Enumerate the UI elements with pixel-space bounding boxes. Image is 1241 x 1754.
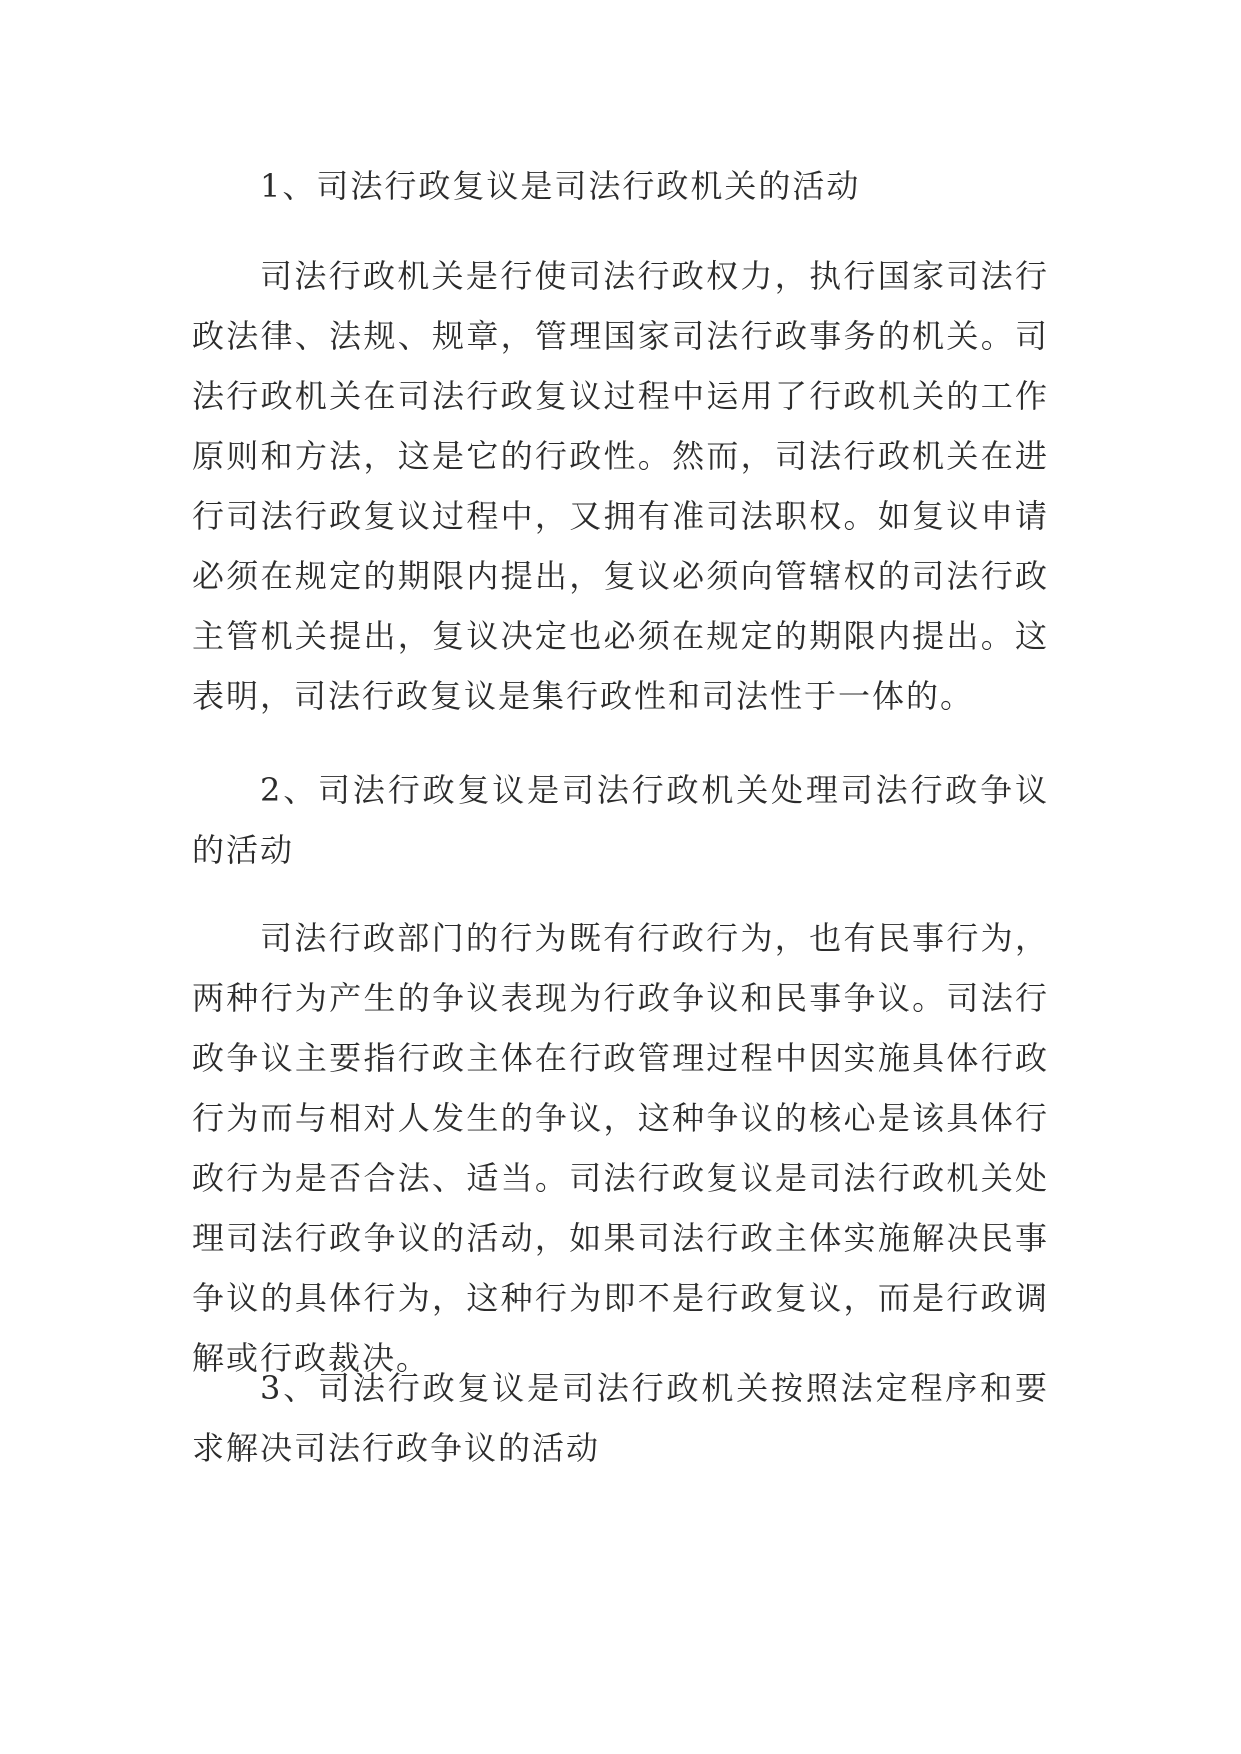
heading-3: 3、司法行政复议是司法行政机关按照法定程序和要求解决司法行政争议的活动	[192, 1369, 1049, 1467]
paragraph-2: 司法行政部门的行为既有行政行为，也有民事行为，两种行为产生的争议表现为行政争议和民事争议。司法行政争议主要指行政主体在行政管理过程中因实施具体行政行为而与相对人发生的争议，这种争议的核心是该具体行政行为是否合法、适当。司法行政复议是司法行政机关处理司法行政争议的活动，如果司法行政主体实施解决民事争议的具体行为，这种行为即不是行政复议，而是行政调解或行政裁决。	[192, 919, 1049, 1377]
heading-1: 1、司法行政复议是司法行政机关的活动	[260, 167, 861, 205]
paragraph-1: 司法行政机关是行使司法行政权力，执行国家司法行政法律、法规、规章，管理国家司法行政事务的机关。司法行政机关在司法行政复议过程中运用了行政机关的工作原则和方法，这是它的行政性。然而，司法行政机关在进行司法行政复议过程中，又拥有准司法职权。如复议申请必须在规定的期限内提出，复议必须向管辖权的司法行政主管机关提出，复议决定也必须在规定的期限内提出。这表明，司法行政复议是集行政性和司法性于一体的。	[192, 257, 1049, 715]
heading-2: 2、司法行政复议是司法行政机关处理司法行政争议的活动	[192, 771, 1049, 869]
